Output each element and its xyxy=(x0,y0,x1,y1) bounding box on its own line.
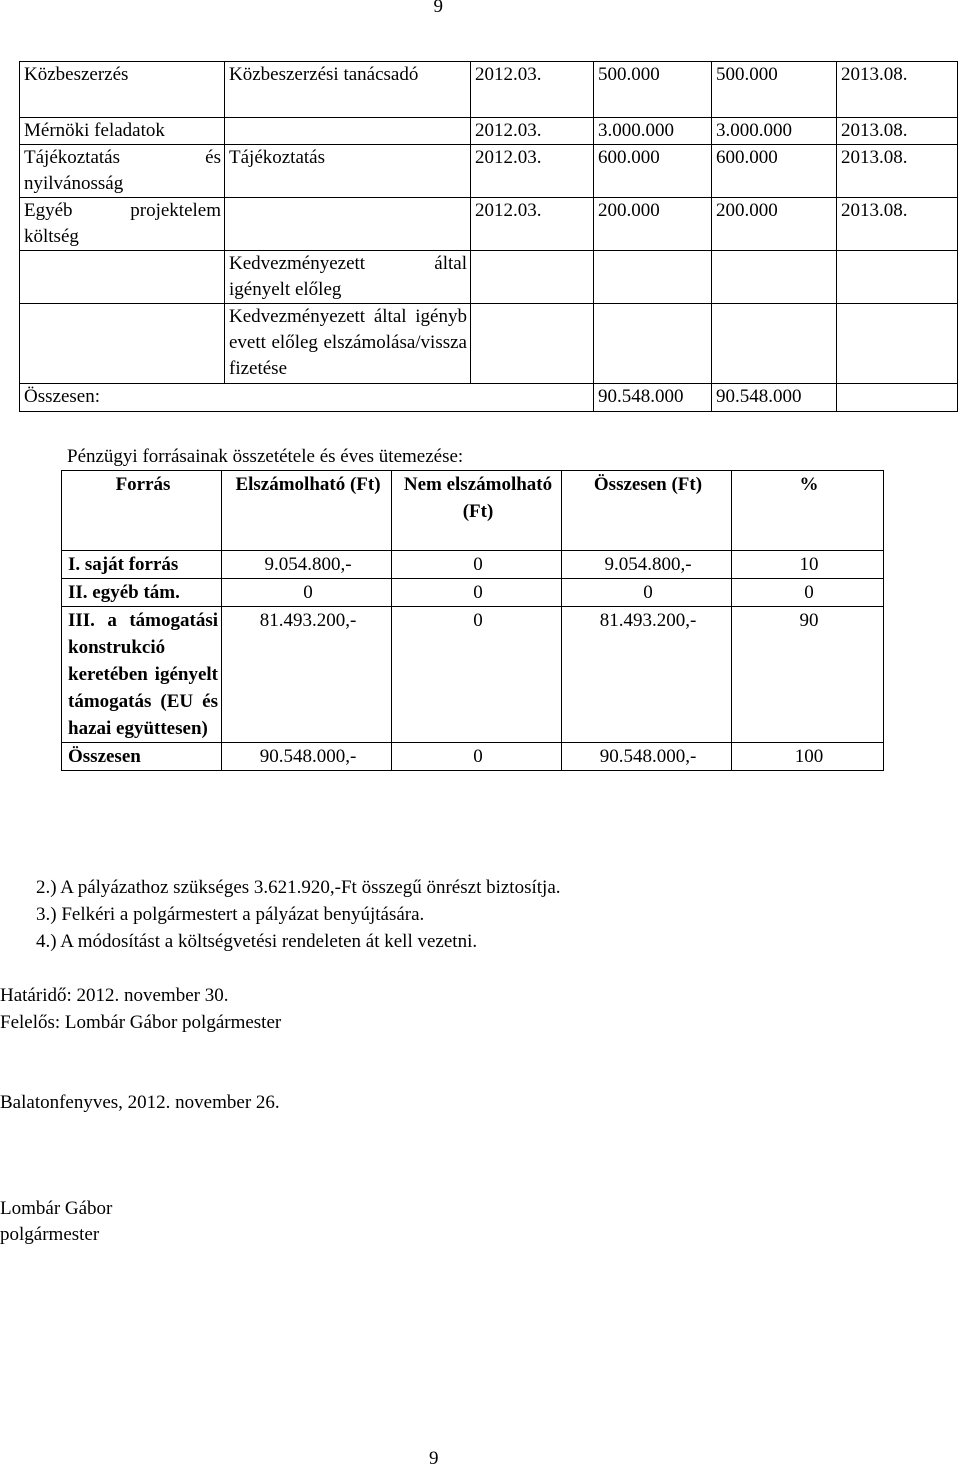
table-cell xyxy=(225,118,471,145)
table-cell xyxy=(20,304,225,384)
cost-table xyxy=(19,61,958,412)
table-cell: Kedvezményezett által igénybevett előleg elszámolása/visszafizetése xyxy=(225,304,471,384)
deadline: Határidő: 2012. november 30. xyxy=(0,985,229,1006)
table-cell: 2012.03. xyxy=(471,62,594,118)
table-cell: 0 xyxy=(732,579,884,607)
table-cell: 0 xyxy=(222,579,392,607)
resolution-item: 2.) A pályázathoz szükséges 3.621.920,-Ft összegű önrészt biztosítja. xyxy=(36,877,561,898)
table-cell: 2013.08. xyxy=(837,62,958,118)
signature-name: Lombár Gábor xyxy=(0,1198,113,1219)
table-cell xyxy=(594,251,712,304)
table-cell: Közbeszerzési tanácsadó xyxy=(225,62,471,118)
place-date: Balatonfenyves, 2012. november 26. xyxy=(0,1092,280,1113)
table-cell xyxy=(594,304,712,384)
resolution-item: 3.) Felkéri a polgármestert a pályázat benyújtására. xyxy=(36,904,425,925)
table-cell: 90 xyxy=(732,607,884,743)
total-label: Összesen: xyxy=(20,384,594,412)
table-cell: Mérnöki feladatok xyxy=(20,118,225,145)
table-row xyxy=(20,62,958,118)
table-cell xyxy=(712,304,837,384)
table-cell: 90.548.000,- xyxy=(562,743,732,771)
table-cell: 0 xyxy=(392,743,562,771)
total-value-1: 90.548.000 xyxy=(594,384,712,412)
table-cell: 2013.08. xyxy=(837,198,958,251)
table-cell: 3.000.000 xyxy=(712,118,837,145)
table-row xyxy=(20,304,958,384)
table-cell xyxy=(471,251,594,304)
funding-caption: Pénzügyi forrásainak összetétele és éves ütemezése: xyxy=(67,446,464,467)
table-cell xyxy=(837,251,958,304)
table-cell: Közbeszerzés xyxy=(20,62,225,118)
table-cell: 0 xyxy=(392,579,562,607)
table-cell: 9.054.800,- xyxy=(222,551,392,579)
table-cell: II. egyéb tám. xyxy=(62,579,222,607)
table-cell: 200.000 xyxy=(594,198,712,251)
header-percent: % xyxy=(732,471,884,551)
table-cell xyxy=(225,198,471,251)
table-cell: 81.493.200,- xyxy=(562,607,732,743)
table-row xyxy=(62,579,884,607)
signature-title: polgármester xyxy=(0,1224,100,1245)
table-header-row xyxy=(62,471,884,551)
table-cell: Tájékoztatás xyxy=(225,145,471,198)
table-cell: Kedvezményezett által igényelt előleg xyxy=(225,251,471,304)
table-cell: 600.000 xyxy=(594,145,712,198)
table-row xyxy=(20,145,958,198)
table-row xyxy=(20,118,958,145)
table-cell: 500.000 xyxy=(712,62,837,118)
page-number-top: 9 xyxy=(433,0,443,17)
table-cell: I. saját forrás xyxy=(62,551,222,579)
table-cell: 2013.08. xyxy=(837,118,958,145)
table-cell: 10 xyxy=(732,551,884,579)
resolution-item: 4.) A módosítást a költségvetési rendeleten át kell vezetni. xyxy=(36,931,478,952)
table-cell: 2012.03. xyxy=(471,145,594,198)
header-osszesen: Összesen (Ft) xyxy=(562,471,732,551)
table-row xyxy=(20,251,958,304)
table-cell: III. a támogatási konstrukció keretében igényelt támogatás (EU és hazai együttesen) xyxy=(62,607,222,743)
table-cell: 100 xyxy=(732,743,884,771)
page-number-bottom: 9 xyxy=(429,1448,439,1469)
table-cell: 81.493.200,- xyxy=(222,607,392,743)
table-cell xyxy=(712,251,837,304)
table-cell: 9.054.800,- xyxy=(562,551,732,579)
table-cell: 500.000 xyxy=(594,62,712,118)
table-cell: 3.000.000 xyxy=(594,118,712,145)
table-cell xyxy=(837,304,958,384)
table-row xyxy=(20,198,958,251)
table-cell: Egyéb projektelem költség xyxy=(20,198,225,251)
table-cell xyxy=(471,304,594,384)
total-value-2: 90.548.000 xyxy=(712,384,837,412)
table-cell: 200.000 xyxy=(712,198,837,251)
table-row-total xyxy=(20,384,958,412)
table-row xyxy=(62,551,884,579)
responsible: Felelős: Lombár Gábor polgármester xyxy=(0,1012,282,1033)
table-row-total xyxy=(62,743,884,771)
table-cell: Tájékoztatás és nyilvánosság xyxy=(20,145,225,198)
table-cell: 0 xyxy=(392,551,562,579)
header-elszamolhato: Elszámolható (Ft) xyxy=(222,471,392,551)
table-cell: 0 xyxy=(392,607,562,743)
header-forras: Forrás xyxy=(62,471,222,551)
funding-table xyxy=(61,470,884,771)
table-cell: 0 xyxy=(562,579,732,607)
table-row xyxy=(62,607,884,743)
table-cell: Összesen xyxy=(62,743,222,771)
table-cell xyxy=(837,384,958,412)
table-cell: 600.000 xyxy=(712,145,837,198)
header-nem-elszamolhato: Nem elszámolható (Ft) xyxy=(392,471,562,551)
table-cell xyxy=(20,251,225,304)
table-cell: 2012.03. xyxy=(471,198,594,251)
table-cell: 2012.03. xyxy=(471,118,594,145)
table-cell: 90.548.000,- xyxy=(222,743,392,771)
table-cell: 2013.08. xyxy=(837,145,958,198)
